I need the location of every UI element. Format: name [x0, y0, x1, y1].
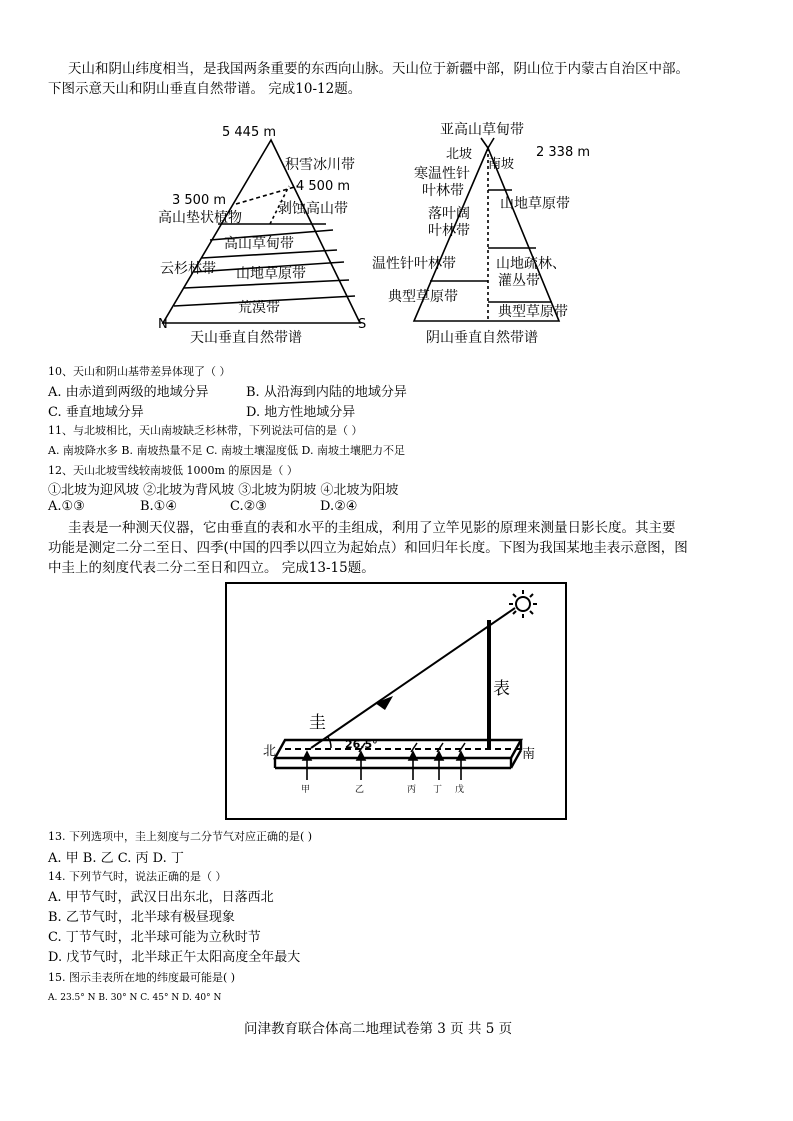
- tianshan-summit: 5 445 m: [222, 125, 277, 140]
- tianshan-zone-steppe: 山地草原带: [236, 266, 306, 282]
- q10-option-d: D. 地方性地域分异: [246, 405, 356, 420]
- tianshan-zone-snow: 积雪冰川带: [285, 157, 355, 173]
- q12-option-b: B.①④: [140, 499, 177, 514]
- guibiao-mark-wu: 戊: [455, 785, 465, 795]
- passage2-line3: 中圭上的刻度代表二分二至日和四立。 完成13-15题。: [48, 560, 375, 576]
- q12-option-d: D.②④: [320, 499, 358, 514]
- q12-option-c: C.②③: [230, 499, 267, 514]
- q14-option-d: D. 戊节气时，北半球正午太阳高度全年最大: [48, 950, 301, 965]
- q13-options: A. 甲 B. 乙 C. 丙 D. 丁: [48, 851, 184, 866]
- guibiao-mark-bing: 丙: [407, 785, 417, 795]
- yinshan-south-slope: 南坡: [488, 157, 515, 172]
- tianshan-north: N: [158, 317, 168, 332]
- yinshan-right-zone-3: 灌丛带: [498, 273, 540, 289]
- q10-stem: 10、天山和阴山基带差异体现了（ ）: [48, 365, 231, 378]
- tianshan-zone-desert: 荒漠带: [238, 300, 280, 316]
- tianshan-left-alt: 3 500 m: [172, 193, 227, 208]
- guibiao-mark-ding: 丁: [433, 785, 443, 795]
- yinshan-left-zone-2: 叶林带: [422, 183, 464, 199]
- yinshan-left-zone-1: 寒温性针: [414, 166, 470, 182]
- q10-option-c: C. 垂直地域分异: [48, 405, 144, 420]
- guibiao-diagram: [225, 582, 567, 820]
- guibiao-mark-jia: 甲: [301, 785, 311, 795]
- tianshan-south: S: [358, 317, 367, 332]
- q14-option-c: C. 丁节气时，北半球可能为立秋时节: [48, 930, 261, 945]
- guibiao-north: 北: [263, 744, 277, 759]
- yinshan-north-slope: 北坡: [446, 147, 473, 162]
- passage1-line2: 下图示意天山和阴山垂直自然带谱。 完成10-12题。: [48, 81, 362, 97]
- guibiao-south: 南: [522, 747, 536, 762]
- q12-items: ①北坡为迎风坡 ②北坡为背风坡 ③北坡为阴坡 ④北坡为阳坡: [48, 483, 399, 498]
- yinshan-top: 亚高山草甸带: [440, 122, 524, 138]
- yinshan-left-zone-6: 典型草原带: [388, 289, 458, 305]
- yinshan-left-zone-4: 叶林带: [428, 223, 470, 239]
- yinshan-caption: 阴山垂直自然带谱: [426, 330, 538, 346]
- guibiao-gui-label: 圭: [309, 713, 326, 733]
- q15-options: A. 23.5° N B. 30° N C. 45° N D. 40° N: [48, 993, 222, 1003]
- passage2-line1: 圭表是一种测天仪器，它由垂直的表和水平的圭组成，利用了立竿见影的原理来测量日影长度。其主要: [68, 520, 676, 536]
- q14-option-b: B. 乙节气时，北半球有极昼现象: [48, 910, 235, 925]
- yinshan-right-zone-1: 山地草原带: [500, 196, 570, 212]
- q13-stem: 13. 下列选项中，圭上刻度与二分节气对应正确的是( ): [48, 830, 313, 843]
- yinshan-alt: 2 338 m: [536, 145, 591, 160]
- tianshan-zone-cushion: 高山垫状植物: [158, 210, 242, 226]
- passage2-line2: 功能是测定二分二至日、四季(中国的四季以四立为起始点）和回归年长度。下图为我国某地圭表示意图，图: [48, 540, 688, 556]
- page-footer: 问津教育联合体高二地理试卷第 3 页 共 5 页: [244, 1021, 513, 1037]
- passage1-line1: 天山和阴山纬度相当，是我国两条重要的东西向山脉。天山位于新疆中部，阴山位于内蒙古自治区中部。: [68, 61, 689, 77]
- tianshan-right-alt: 4 500 m: [296, 179, 351, 194]
- tianshan-zone-meadow: 高山草甸带: [224, 236, 294, 252]
- q11-options: A. 南坡降水多 B. 南坡热量不足 C. 南坡土壤湿度低 D. 南坡土壤肥力不足: [48, 444, 405, 457]
- q10-option-a: A. 由赤道到两级的地域分异: [48, 385, 209, 400]
- yinshan-left-zone-5: 温性针叶林带: [372, 256, 456, 272]
- yinshan-right-zone-4: 典型草原带: [498, 304, 568, 320]
- q11-stem: 11、与北坡相比，天山南坡缺乏杉林带，下列说法可信的是（ ）: [48, 424, 363, 437]
- yinshan-right-zone-2: 山地疏林、: [496, 256, 566, 272]
- q15-stem: 15. 图示圭表所在地的纬度最可能是( ): [48, 971, 236, 984]
- q14-stem: 14. 下列节气时，说法正确的是（ ）: [48, 870, 227, 883]
- tianshan-zone-erosion: 剥蚀高山带: [278, 201, 348, 217]
- yinshan-diagram: [366, 118, 606, 350]
- guibiao-angle: 26.5°: [345, 738, 378, 751]
- tianshan-zone-spruce: 云杉林带: [160, 261, 216, 277]
- yinshan-left-zone-3: 落叶阔: [428, 206, 470, 222]
- tianshan-diagram: [150, 120, 380, 350]
- q12-stem: 12、天山北坡雪线较南坡低 1000m 的原因是（ ）: [48, 464, 298, 477]
- guibiao-mark-yi: 乙: [355, 785, 365, 795]
- q12-option-a: A.①③: [48, 499, 85, 514]
- guibiao-biao-label: 表: [493, 679, 510, 699]
- q10-option-b: B. 从沿海到内陆的地域分异: [246, 385, 407, 400]
- tianshan-caption: 天山垂直自然带谱: [190, 330, 302, 346]
- q14-option-a: A. 甲节气时，武汉日出东北，日落西北: [48, 890, 274, 905]
